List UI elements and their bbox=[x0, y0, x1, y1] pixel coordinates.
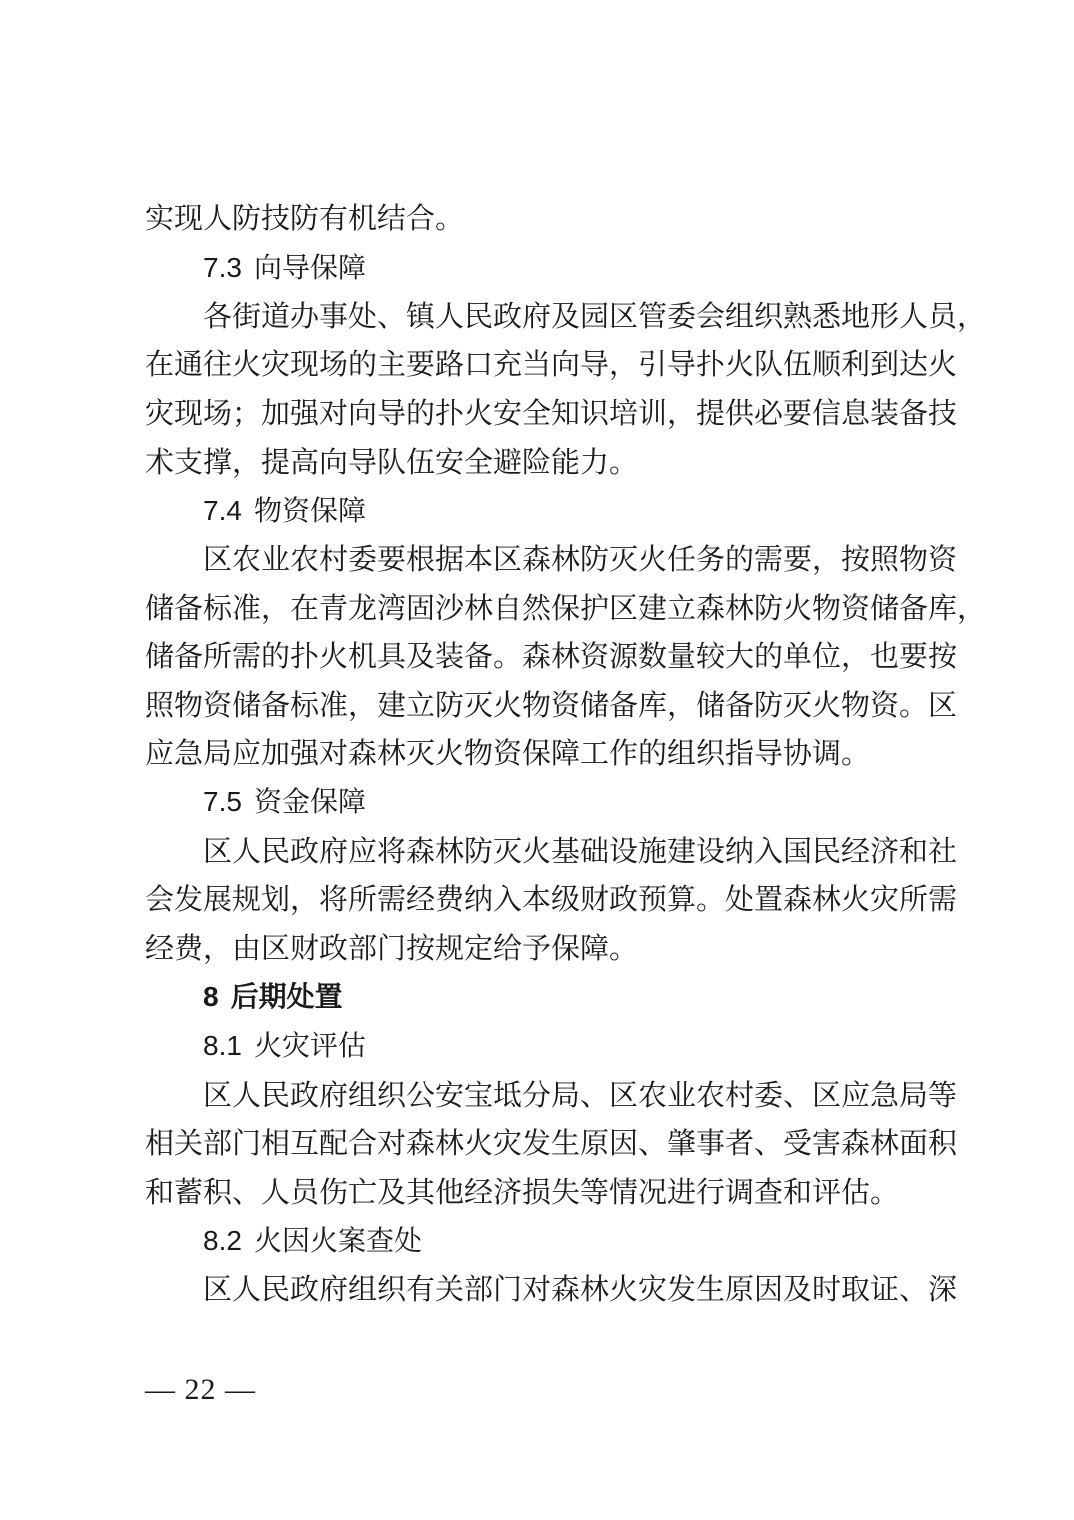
section-title: 资金保障 bbox=[253, 785, 366, 818]
section-number: 8.1 bbox=[203, 1030, 242, 1061]
section-number: 8.2 bbox=[203, 1225, 242, 1256]
paragraph-line: 灾现场；加强对向导的扑火安全知识培训，提供必要信息装备技 bbox=[145, 396, 958, 430]
paragraph-line: 术支撑，提高向导队伍安全避险能力。 bbox=[145, 445, 639, 479]
section-title: 物资保障 bbox=[253, 494, 366, 527]
paragraph-line: 区人民政府组织有关部门对森林火灾发生原因及时取证、深 bbox=[203, 1272, 958, 1306]
paragraph-line: 区人民政府应将森林防灭火基础设施建设纳入国民经济和社 bbox=[203, 834, 958, 868]
section-heading-7-5 bbox=[203, 784, 935, 820]
paragraph-line: 相关部门相互配合对森林火灾发生原因、肇事者、受害森林面积 bbox=[145, 1126, 958, 1160]
chapter-heading-8 bbox=[203, 979, 935, 1015]
paragraph-line: 照物资储备标准，建立防灭火物资储备库，储备防灭火物资。区 bbox=[145, 688, 958, 722]
paragraph-line: 应急局应加强对森林灭火物资保障工作的组织指导协调。 bbox=[145, 736, 871, 770]
paragraph-line: 储备标准，在青龙湾固沙林自然保护区建立森林防火物资储备库， bbox=[145, 591, 987, 625]
paragraph-line: 区人民政府组织公安宝坻分局、区农业农村委、区应急局等 bbox=[203, 1078, 958, 1112]
paragraph-line: 储备所需的扑火机具及装备。森林资源数量较大的单位，也要按 bbox=[145, 639, 958, 673]
paragraph-line: 在通往火灾现场的主要路口充当向导，引导扑火队伍顺利到达火 bbox=[145, 347, 958, 381]
section-title: 火因火案查处 bbox=[253, 1224, 422, 1257]
section-title: 向导保障 bbox=[253, 251, 366, 284]
page-number: — 22 — bbox=[145, 1373, 256, 1406]
chapter-number: 8 bbox=[203, 981, 219, 1012]
paragraph-line: 会发展规划，将所需经费纳入本级财政预算。处置森林火灾所需 bbox=[145, 882, 958, 916]
section-heading-7-4 bbox=[203, 493, 935, 529]
section-heading-7-3 bbox=[203, 250, 935, 286]
paragraph-line: 经费，由区财政部门按规定给予保障。 bbox=[145, 931, 639, 965]
chapter-title: 后期处置 bbox=[230, 980, 343, 1013]
section-number: 7.4 bbox=[203, 495, 242, 526]
paragraph-line: 区农业农村委要根据本区森林防灭火任务的需要，按照物资 bbox=[203, 542, 958, 576]
section-heading-8-1 bbox=[203, 1028, 935, 1064]
paragraph-line: 和蓄积、人员伤亡及其他经济损失等情况进行调查和评估。 bbox=[145, 1175, 900, 1209]
paragraph-line: 实现人防技防有机结合。 bbox=[145, 201, 465, 235]
section-number: 7.5 bbox=[203, 786, 242, 817]
section-title: 火灾评估 bbox=[253, 1029, 366, 1062]
section-number: 7.3 bbox=[203, 252, 242, 283]
section-heading-8-2 bbox=[203, 1223, 935, 1259]
paragraph-line: 各街道办事处、镇人民政府及园区管委会组织熟悉地形人员， bbox=[203, 299, 987, 333]
